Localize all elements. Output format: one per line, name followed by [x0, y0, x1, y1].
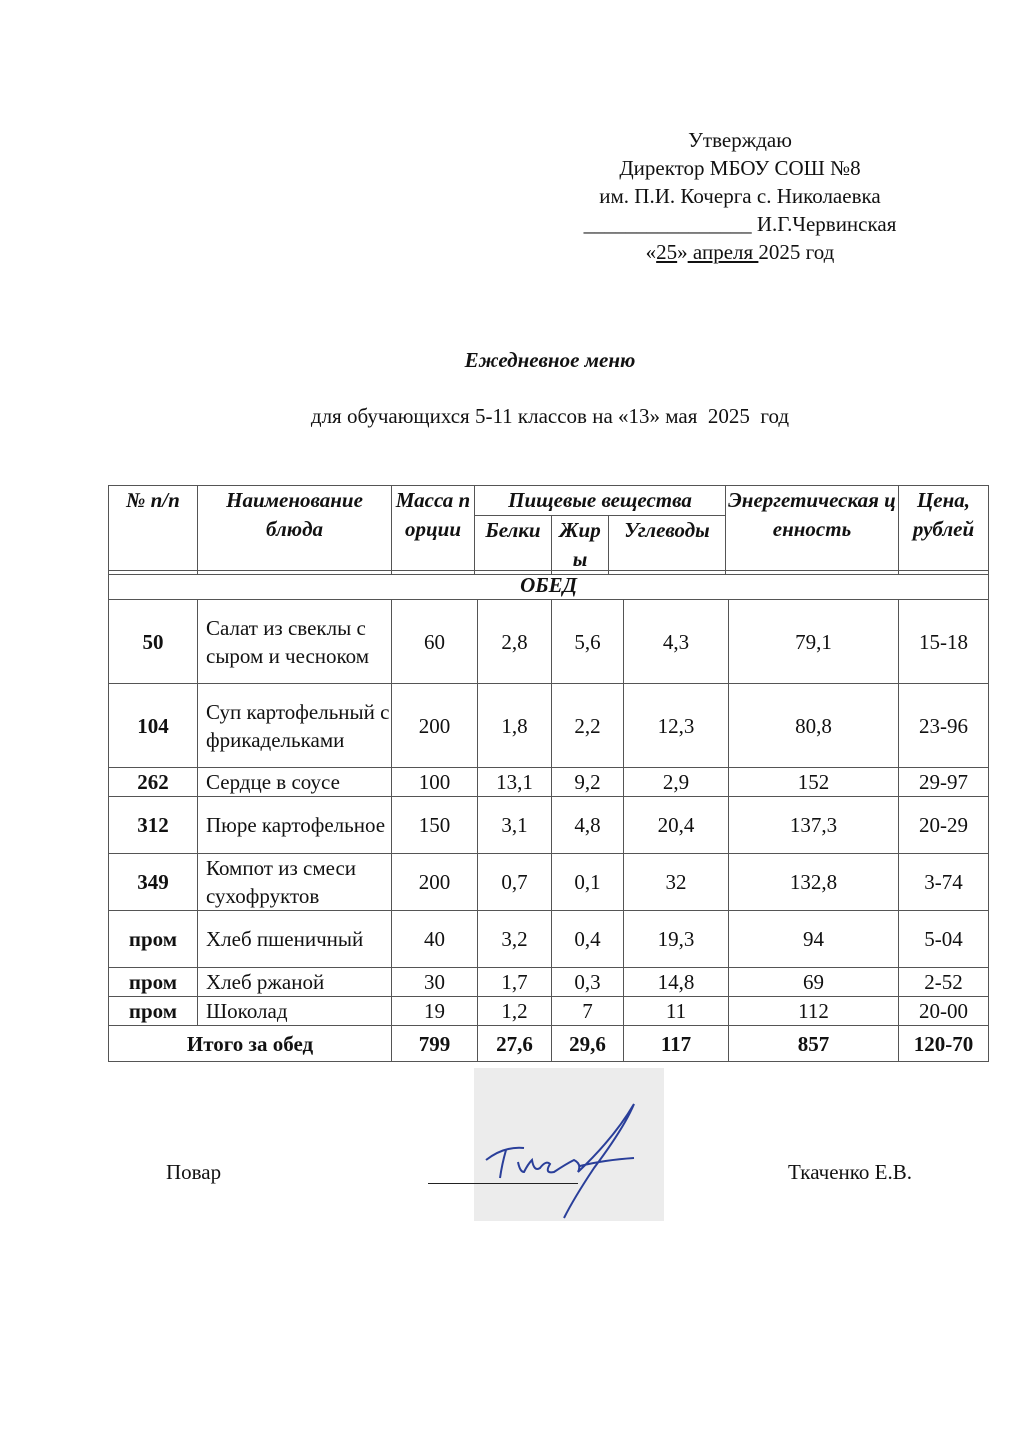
dish-number: пром	[109, 911, 198, 968]
total-protein: 27,6	[478, 1026, 552, 1062]
date-month: апреля	[687, 240, 759, 264]
dish-name: Хлеб ржаной	[198, 968, 392, 997]
date-day: 25	[656, 240, 678, 264]
header-energy: Энергетическая ценность	[726, 486, 899, 575]
document-title: Ежедневное меню	[464, 348, 636, 372]
dish-carbs: 12,3	[624, 684, 729, 768]
table-row	[109, 684, 989, 768]
date-quote-open: «	[645, 240, 657, 264]
dish-number: пром	[109, 968, 198, 997]
dish-number: 50	[109, 600, 198, 684]
dish-fat: 0,1	[552, 854, 624, 911]
dish-carbs: 14,8	[624, 968, 729, 997]
handwritten-signature-icon	[474, 1068, 664, 1221]
document-subtitle: для обучающихся 5-11 классов на «13» мая 2025 год	[310, 404, 790, 428]
dish-energy: 79,1	[729, 600, 899, 684]
table-row	[109, 768, 989, 797]
dish-carbs: 19,3	[624, 911, 729, 968]
dish-name: Салат из свеклы с сыром и чесноком	[198, 600, 392, 684]
dish-number: 104	[109, 684, 198, 768]
header-price: Цена, рублей	[899, 486, 989, 575]
header-fat: Жиры	[552, 516, 609, 575]
dish-energy: 94	[729, 911, 899, 968]
dish-protein: 1,2	[478, 997, 552, 1026]
total-row	[109, 1026, 989, 1062]
dish-mass: 200	[392, 684, 478, 768]
dish-protein: 1,8	[478, 684, 552, 768]
table-row	[109, 854, 989, 911]
signature-blank: ________________	[583, 212, 752, 236]
signature-image	[474, 1068, 664, 1221]
dish-price: 5-04	[899, 911, 989, 968]
approval-school: им. П.И. Кочерга с. Николаевка	[599, 184, 881, 208]
dish-energy: 132,8	[729, 854, 899, 911]
dish-mass: 19	[392, 997, 478, 1026]
date-quote-close: »	[677, 240, 688, 264]
header-name: Наименование блюда	[198, 486, 392, 575]
table-row	[109, 968, 989, 997]
cook-name: Ткаченко Е.В.	[788, 1160, 913, 1184]
date-year: 2025 год	[758, 240, 835, 264]
total-carbs: 117	[624, 1026, 729, 1062]
total-price: 120-70	[899, 1026, 989, 1062]
dish-protein: 13,1	[478, 768, 552, 797]
total-label: Итого за обед	[109, 1026, 392, 1062]
table-row	[109, 911, 989, 968]
header-num: № п/п	[109, 486, 198, 575]
dish-number: 349	[109, 854, 198, 911]
dish-name: Шоколад	[198, 997, 392, 1026]
dish-number: пром	[109, 997, 198, 1026]
dish-energy: 69	[729, 968, 899, 997]
total-mass: 799	[392, 1026, 478, 1062]
dish-number: 312	[109, 797, 198, 854]
dish-price: 15-18	[899, 600, 989, 684]
total-fat: 29,6	[552, 1026, 624, 1062]
dish-carbs: 4,3	[624, 600, 729, 684]
table-row	[109, 797, 989, 854]
dish-price: 23-96	[899, 684, 989, 768]
dish-fat: 7	[552, 997, 624, 1026]
dish-price: 3-74	[899, 854, 989, 911]
director-name: И.Г.Червинская	[756, 212, 897, 236]
dish-name: Хлеб пшеничный	[198, 911, 392, 968]
dish-energy: 80,8	[729, 684, 899, 768]
dish-price: 20-00	[899, 997, 989, 1026]
dish-mass: 100	[392, 768, 478, 797]
header-mass: Масса порции	[392, 486, 475, 575]
approval-block	[540, 126, 940, 266]
dish-fat: 5,6	[552, 600, 624, 684]
dish-protein: 3,2	[478, 911, 552, 968]
dish-protein: 3,1	[478, 797, 552, 854]
dish-energy: 112	[729, 997, 899, 1026]
dish-fat: 0,4	[552, 911, 624, 968]
approval-date	[540, 238, 940, 266]
dish-carbs: 20,4	[624, 797, 729, 854]
header-carbs: Углеводы	[609, 516, 726, 575]
dish-price: 2-52	[899, 968, 989, 997]
approval-heading: Утверждаю	[688, 128, 792, 152]
dish-price: 29-97	[899, 768, 989, 797]
dish-name: Сердце в соусе	[198, 768, 392, 797]
dish-fat: 2,2	[552, 684, 624, 768]
dish-mass: 60	[392, 600, 478, 684]
dish-carbs: 11	[624, 997, 729, 1026]
dish-protein: 0,7	[478, 854, 552, 911]
section-lunch: ОБЕД	[109, 571, 989, 600]
header-protein: Белки	[475, 516, 552, 575]
cook-role: Повар	[166, 1160, 222, 1184]
dish-name: Компот из смеси сухофруктов	[198, 854, 392, 911]
menu-table-header	[108, 485, 989, 575]
table-row	[109, 997, 989, 1026]
dish-mass: 40	[392, 911, 478, 968]
dish-fat: 9,2	[552, 768, 624, 797]
dish-energy: 137,3	[729, 797, 899, 854]
dish-protein: 2,8	[478, 600, 552, 684]
dish-mass: 150	[392, 797, 478, 854]
approval-signature-line	[540, 210, 940, 238]
dish-fat: 0,3	[552, 968, 624, 997]
dish-fat: 4,8	[552, 797, 624, 854]
dish-mass: 30	[392, 968, 478, 997]
dish-mass: 200	[392, 854, 478, 911]
dish-carbs: 2,9	[624, 768, 729, 797]
header-nutrients: Пищевые вещества	[475, 486, 726, 516]
dish-name: Суп картофельный с фрикадельками	[198, 684, 392, 768]
total-energy: 857	[729, 1026, 899, 1062]
signature-line	[428, 1183, 578, 1184]
table-row	[109, 600, 989, 684]
dish-name: Пюре картофельное	[198, 797, 392, 854]
dish-price: 20-29	[899, 797, 989, 854]
menu-table	[108, 570, 989, 1062]
dish-carbs: 32	[624, 854, 729, 911]
dish-number: 262	[109, 768, 198, 797]
dish-energy: 152	[729, 768, 899, 797]
approval-position: Директор МБОУ СОШ №8	[619, 156, 861, 180]
dish-protein: 1,7	[478, 968, 552, 997]
